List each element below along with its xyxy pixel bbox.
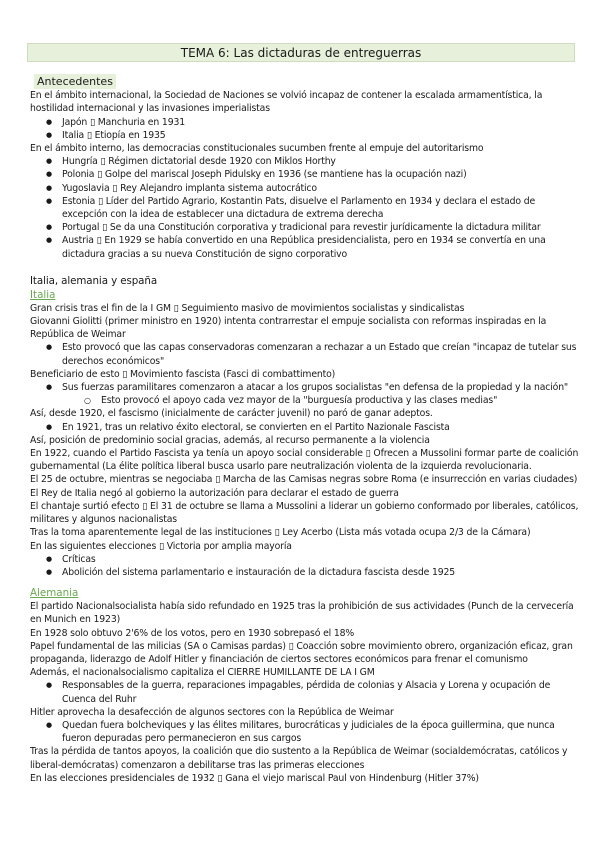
paragraph: En 1928 solo obtuvo 2'6% de los votos, pero en 1930 sobrepasó el 18% bbox=[30, 627, 355, 639]
paragraph: El partido Nacionalsocialista había sido refundado en 1925 tras la prohibición de sus actividades (Punch de la cervecería en Munich en 1923) bbox=[30, 601, 574, 626]
paragraph: Tras la toma aparentemente legal de las instituciones ▯ Ley Acerbo (Lista más votada ocupa 2/3 de la Cámara) bbox=[30, 527, 531, 539]
list-item: ● Abolición del sistema parlamentario e instauración de la dictadura fascista desde 1925 bbox=[30, 566, 580, 579]
sub-list-item: ○ Esto provocó el apoyo cada vez mayor de la "burguesía productiva y las clases medias" bbox=[30, 394, 580, 407]
bullet-list bbox=[30, 553, 580, 579]
list-item: ● En 1921, tras un relativo éxito electoral, se convierten en el Partito Nazionale Fascista bbox=[30, 421, 580, 434]
list-item: ● Polonia ▯ Golpe del mariscal Joseph Pidulsky en 1936 (se mantiene has la ocupación nazi) bbox=[30, 168, 580, 181]
paragraph: Hitler aprovecha la desafección de algunos sectores con la República de Weimar bbox=[30, 706, 394, 718]
list-item: ● Yugoslavia ▯ Rey Alejandro implanta sistema autocrático bbox=[30, 182, 580, 195]
alemania-subheading: Alemania bbox=[30, 587, 79, 600]
paragraph: Papel fundamental de las milicias (SA o Camisas pardas) ▯ Coacción sobre movimiento obrero, organización eficaz, gran propaganda, liderazgo de Adolf Hitler y financiación de ciertos sectores económicos para frenar el comunismo bbox=[30, 640, 573, 665]
paragraph: Tras la pérdida de tantos apoyos, la coalición que dio sustento a la República de Weimar (socialdemócratas, católicos y liberal-demócratas) comenzaron a debilitarse tras las primeras elecciones bbox=[30, 746, 568, 771]
paragraph: Gran crisis tras el fin de la I GM ▯ Seguimiento masivo de movimientos socialistas y sindicalistas bbox=[30, 302, 465, 314]
bullet-list bbox=[30, 381, 580, 407]
italia-subheading: Italia bbox=[30, 288, 56, 301]
section-heading: Italia, alemania y españa bbox=[30, 274, 158, 287]
list-item: ● Italia ▯ Etiopía en 1935 bbox=[30, 129, 580, 142]
paragraph: En las siguientes elecciones ▯ Victoria por amplia mayoría bbox=[30, 540, 292, 552]
list-item: ● Hungría ▯ Régimen dictatorial desde 1920 con Miklos Horthy bbox=[30, 155, 580, 168]
antecedentes-intro-1: En el ámbito internacional, la Sociedad de Naciones se volvió incapaz de contener la escalada armamentística, la hostilidad internacional y las invasiones imperialistas bbox=[30, 90, 543, 115]
paragraph: En 1922, cuando el Partido Fascista ya tenía un apoyo social considerable ▯ Ofrecen a Mussolini formar parte de coalición gubernamental (La élite política liberal busca usarlo pare neutralización violenta de la izquierda revolucionaria. bbox=[30, 448, 579, 473]
list-item: ● Estonia ▯ Líder del Partido Agrario, Kostantin Pats, disuelve el Parlamento en 1934 y declara el estado de excepción con la idea de establecer una dictadura de extrema derecha bbox=[30, 195, 580, 221]
antecedentes-list-1 bbox=[30, 116, 580, 142]
antecedentes-intro-2: En el ámbito interno, las democracias constitucionales sucumben frente al empuje del autoritarismo bbox=[30, 143, 484, 155]
antecedentes-list-2 bbox=[30, 155, 580, 261]
list-item: ● Críticas bbox=[30, 553, 580, 566]
paragraph: Beneficiario de esto ▯ Movimiento fascista (Fasci di combattimento) bbox=[30, 368, 336, 380]
paragraph: Así, posición de predominio social gracias, además, al recurso permanente a la violencia bbox=[30, 434, 430, 446]
paragraph: El Rey de Italia negó al gobierno la autorización para declarar el estado de guerra bbox=[30, 487, 399, 499]
paragraph: Además, el nacionalsocialismo capitaliza el CIERRE HUMILLANTE DE LA I GM bbox=[30, 667, 375, 679]
list-item: ● Quedan fuera bolcheviques y las élites militares, burocráticas y judiciales de la época guillermina, que nunca fueron depuradas pero permanecieron en sus cargos bbox=[30, 719, 580, 745]
bullet-list bbox=[30, 341, 580, 367]
paragraph: El 25 de octubre, mientras se negociaba ▯ Marcha de las Camisas negras sobre Roma (e insurrección en varias ciudades) bbox=[30, 474, 578, 486]
list-item: ● Japón ▯ Manchuria en 1931 bbox=[30, 116, 580, 129]
list-item: ● Portugal ▯ Se da una Constitución corporativa y tradicional para revestir jurídicamente la dictadura militar bbox=[30, 221, 580, 234]
list-item: ● Sus fuerzas paramilitares comenzaron a atacar a los grupos socialistas "en defensa de la propiedad y la nación" bbox=[30, 381, 580, 394]
list-item: ● Esto provocó que las capas conservadoras comenzaran a rechazar a un Estado que creían "incapaz de tutelar sus derechos económicos" bbox=[30, 341, 580, 367]
list-item: ● Responsables de la guerra, reparaciones impagables, pérdida de colonias y Alsacia y Lorena y ocupación de Cuenca del Ruhr bbox=[30, 679, 580, 705]
document-title: TEMA 6: Las dictaduras de entreguerras bbox=[27, 43, 575, 62]
bullet-list bbox=[30, 679, 580, 705]
document-body bbox=[30, 74, 580, 785]
paragraph: Giovanni Giolitti (primer ministro en 1920) intenta contrarrestar el empuje socialista con reformas inspiradas en la República de Weimar bbox=[30, 316, 547, 341]
bullet-list bbox=[30, 421, 580, 434]
paragraph: En las elecciones presidenciales de 1932 ▯ Gana el viejo mariscal Paul von Hindenburg (Hitler 37%) bbox=[30, 772, 479, 784]
list-item: ● Austria ▯ En 1929 se había convertido en una República presidencialista, pero en 1934 se convertía en una dictadura gracias a su nueva Constitución de signo corporativo bbox=[30, 234, 580, 260]
paragraph: Así, desde 1920, el fascismo (inicialmente de carácter juvenil) no paró de ganar adeptos. bbox=[30, 408, 433, 420]
antecedentes-heading: Antecedentes bbox=[34, 74, 116, 89]
bullet-list bbox=[30, 719, 580, 745]
paragraph: El chantaje surtió efecto ▯ El 31 de octubre se llama a Mussolini a liderar un gobierno conformado por liberales, católicos, militares y algunos nacionalistas bbox=[30, 500, 579, 526]
